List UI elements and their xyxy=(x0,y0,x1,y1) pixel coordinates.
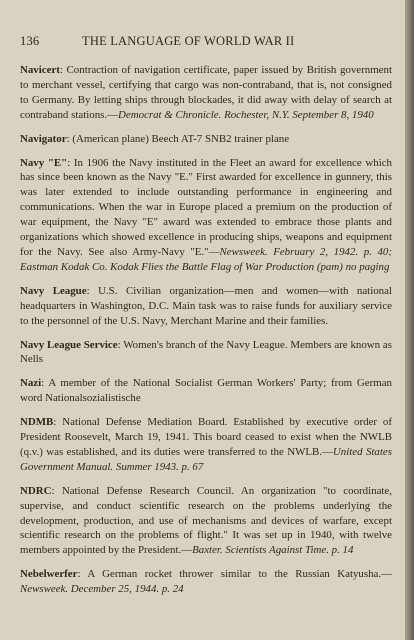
page-edge-shadow xyxy=(405,0,414,640)
entry-definition: : National Defense Mediation Board. Established by executive order of President Roosevelt, March 19, 1941. This board ceased to exist when the NWLB (q.v.) was established, and its duties were transferred to the NWLB.— xyxy=(20,416,392,458)
glossary-entry xyxy=(20,63,392,123)
glossary-entry xyxy=(20,338,392,368)
glossary-entry xyxy=(20,567,392,597)
entry-term: Navy "E" xyxy=(20,156,68,169)
entry-citation: United States Government Manual. Summer 1943. p. 67 xyxy=(20,445,392,473)
entry-term: Nazi xyxy=(20,377,42,390)
entry-term: Navigator xyxy=(20,132,67,145)
entry-definition: : National Defense Research Council. An organization "to coordinate, supervise, and conduct scientific research on the problems underlying the development, production, and use of mechanisms and devices of warfare, except scientific research on the problems of flight." It was set up in 1940, with twelve members appointed by the President.— xyxy=(20,484,392,557)
entry-definition: : U.S. Civilian organization—men and women—with national headquarters in Washington, D.C. Main task was to raise funds for auxiliary service to the personnel of the U.S. Navy, Merchant Marine and their families. xyxy=(20,284,392,327)
glossary-entry xyxy=(20,284,392,329)
entry-term: Navy League xyxy=(20,284,87,297)
entry-citation: Newsweek. December 25, 1944. p. 24 xyxy=(20,583,184,596)
entry-definition: : In 1906 the Navy instituted in the Fleet an award for excellence which has since been known as the Navy "E." First awarded for excellence in gunnery, this was later extended to include outstanding performance in engineering and communications. When the war in Europe placed a premium on the production of war equipment, the Navy "E" award was extended to embrace those plants and organizations which showed excellence in producing ships, weapons and equipment for the Navy. See also Army-Navy "E."— xyxy=(20,156,392,258)
entry-citation: Baxter. Scientists Against Time. p. 14 xyxy=(192,544,354,557)
glossary-entry xyxy=(20,484,392,559)
entry-term: Navicert xyxy=(20,64,60,76)
entry-term: Nebelwerfer xyxy=(20,568,78,581)
entry-term: NDRC xyxy=(20,484,52,497)
entry-term: NDMB xyxy=(20,416,54,429)
entry-citation: Democrat & Chronicle. Rochester, N.Y. September 8, 1940 xyxy=(118,108,374,121)
entry-citation: Newsweek. February 2, 1942. p. 40; Eastman Kodak Co. Kodak Flies the Battle Flag of War Production (pam) no paging xyxy=(20,245,392,273)
entry-definition: : Contraction of navigation certificate, paper issued by British government to merchant vessel, certifying that cargo was non-contraband, that is, not consigned to Germany. By letting ships through blockades, it did away with delay of search at contraband stations.— xyxy=(20,64,392,121)
entry-definition: : A German rocket thrower similar to the Russian Katyusha.— xyxy=(77,568,392,581)
page-number: 136 xyxy=(20,34,40,48)
entry-term: Navy League Service xyxy=(20,338,118,351)
glossary-entries xyxy=(20,63,392,606)
glossary-entry xyxy=(20,376,392,406)
running-title: THE LANGUAGE OF WORLD WAR II xyxy=(82,34,295,48)
glossary-entry xyxy=(20,156,392,275)
glossary-entry xyxy=(20,132,392,147)
entry-definition: : (American plane) Beech AT-7 SNB2 trainer plane xyxy=(66,132,290,145)
glossary-entry xyxy=(20,415,392,475)
entry-definition: : A member of the National Socialist German Workers' Party; from German word Nationalsozialistische xyxy=(20,377,392,405)
entry-definition: : Women's branch of the Navy League. Members are known as Nells xyxy=(20,338,393,366)
